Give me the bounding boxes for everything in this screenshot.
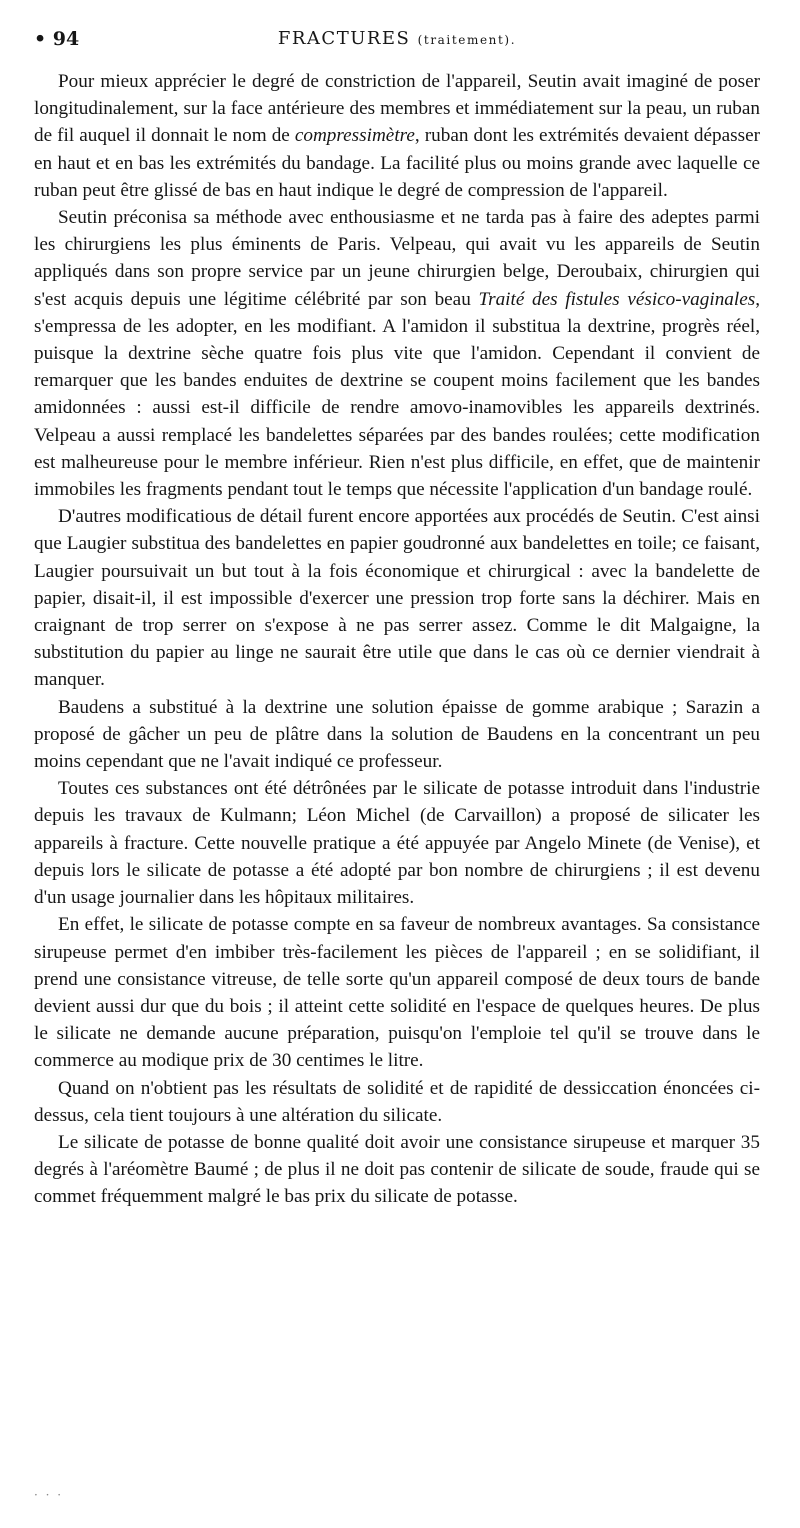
text-run: Quand on n'obtient pas les résultats de solidité et de rapidité de dessiccation énoncées ci-dessus, cela tient toujours à une altération du silicate. (34, 1077, 760, 1126)
paragraph-compressimetre (34, 68, 760, 204)
text-run: Seutin préconisa sa méthode avec enthousiasme et ne tarda pas à faire des adeptes parmi les chirurgiens les plus éminents de Paris. Velpeau, qui avait vu les appareils de Seutin appliqués dans son propre service par un jeune chirurgien belge, Deroubaix, chirurgien qui s'est acquis depuis une légitime célébrité par son beau (34, 207, 760, 310)
text-run: , s'empressa de les adopter, en les modifiant. A l'amidon il substitua la dextrine, progrès réel, puisque la dextrine sèche quatre fois plus vite que l'amidon. Cependant il convient de remarquer que les bandes enduites de dextrine se coupent moins facilement que les bandes amidonnées : aussi est-il difficile de rendre amovo-inamovibles les appareils dextrinés. Velpeau a aussi remplacé les bandelettes séparées par des bandes roulées; cette modification est malheureuse pour le membre inférieur. Rien n'est plus difficile, en effet, que de maintenir immobiles les fragments pendant tout le temps que nécessite l'application d'un bandage roulé. (34, 288, 760, 501)
text-run: Baudens a substitué à la dextrine une solution épaisse de gomme arabique ; Sarazin a proposé de gâcher un peu de plâtre dans la solution de Baudens en la concentrant un peu moins cependant que ne l'avait indiqué ce professeur. (34, 696, 760, 773)
text-run: Pour mieux apprécier le degré de constriction de l'appareil, Seutin avait imaginé de poser longitudinalement, sur la face antérieure des membres et immédiatement sur la peau, un ruban de fil auquel il donnait le nom de (34, 71, 760, 147)
text-run: D'autres modificatious de détail furent encore apportées aux procédés de Seutin. C'est ainsi que Laugier substitua des bandelettes en papier goudronné aux bandelettes en toile; ce faisant, Laugier poursuivait un but tout à la fois économique et chirurgical : avec la bandelette de papier, disait-il, il est impossible d'exercer une pression trop forte sans la déchirer. Mais en craignant de trop serrer on s'expose à ne pas serrer assez. Comme le dit Malgaigne, la substitution du papier au linge ne saurait être utile que dans le cas où ce dernier viendrait à manquer. (34, 506, 760, 691)
text-run: En effet, le silicate de potasse compte en sa faveur de nombreux avantages. Sa consistance sirupeuse permet d'en imbiber très-facilement les pièces de l'appareil ; en se solidifiant, il prend une consistance vitreuse, de telle sorte qu'un appareil composé de deux tours de bande devient aussi dur que du bois ; il atteint cette solidité en l'espace de quelques heures. De plus le silicate ne demande aucune préparation, puisqu'on l'emploie tel qu'il se trouve dans le commerce au modique prix de 30 centimes le litre. (34, 914, 760, 1072)
text-run: Le silicate de potasse de bonne qualité doit avoir une consistance sirupeuse et marquer 35 degrés à l'aréomètre Baumé ; de plus il ne doit pas contenir de silicate de soude, fraude qui se commet fréquemment malgré le bas prix du silicate de potasse. (34, 1131, 760, 1208)
paragraph-laugier (34, 503, 760, 693)
running-title (34, 28, 760, 49)
paragraph-baudens (34, 694, 760, 776)
page-number: • 94 (34, 28, 80, 50)
term-compressimetre: compressimètre (294, 125, 415, 147)
text-run: Toutes ces substances ont été détrônées par le silicate de potasse introduit dans l'industrie depuis les travaux de Kulmann; Léon Michel (de Carvaillon) a proposé de silicater les appareils à fracture. Cette nouvelle pratique a été appuyée par Angelo Minete (de Venise), et depuis lors le silicate de potasse a été adopté par bon nombre de chirurgiens ; il est devenu d'un usage journalier dans les hôpitaux militaires. (34, 778, 760, 909)
paragraph-silicate-advantages (34, 911, 760, 1074)
book-title-reference: Traité des fistules vésico-vaginales (478, 288, 756, 310)
paragraph-silicate-intro (34, 775, 760, 911)
text-run: , ruban dont les extrémités devaient dépasser en haut et en bas les extrémités du bandage. La facilité plus ou moins grande avec laquelle ce ruban peut être glissé de bas en haut indique le degré de compression de l'appareil. (34, 125, 760, 201)
running-head (34, 28, 760, 60)
paragraph-silicate-quality (34, 1129, 760, 1211)
chapter-subtitle: (traitement). (417, 33, 517, 47)
scan-speck-marks: · · · (34, 1488, 64, 1502)
paragraph-silicate-alteration (34, 1075, 760, 1129)
chapter-title: FRACTURES (277, 28, 411, 49)
paragraph-velpeau (34, 204, 760, 503)
